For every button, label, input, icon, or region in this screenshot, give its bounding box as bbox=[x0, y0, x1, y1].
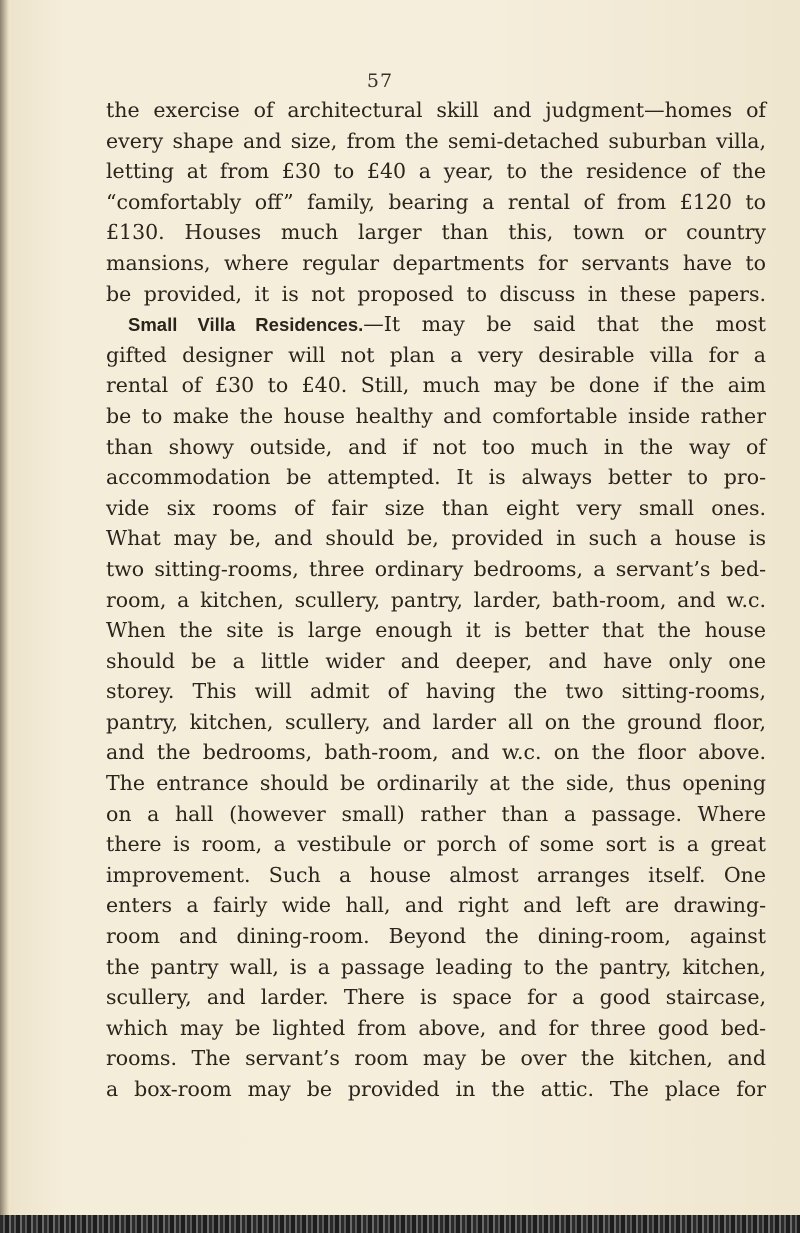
text-line: room, a kitchen, scullery, pantry, larder, bath-room, and w.c. bbox=[106, 587, 766, 612]
text-line: the exercise of architectural skill and judgment—homes of bbox=[106, 98, 766, 122]
text-line: When the site is large enough it is better that the house bbox=[106, 618, 766, 643]
text-line: be to make the house healthy and comfortable inside rather bbox=[106, 403, 766, 428]
text-line: scullery, and larder. There is space for a good staircase, bbox=[106, 985, 766, 1010]
text-line: on a hall (however small) rather than a passage. Where bbox=[106, 801, 766, 826]
text-line: every shape and size, from the semi-detached suburban villa, bbox=[106, 128, 766, 153]
page-number: 57 bbox=[366, 70, 394, 92]
text-line: accommodation be attempted. It is always better to pro- bbox=[106, 465, 766, 490]
section-heading: Small Villa Residences. bbox=[128, 314, 364, 336]
text-line: there is room, a vestibule or porch of some sort is a great bbox=[106, 832, 766, 857]
text-line: a box-room may be provided in the attic. The place for bbox=[106, 1077, 766, 1101]
text-line: enters a fairly wide hall, and right and left are drawing- bbox=[106, 893, 766, 918]
text-line: the pantry wall, is a passage leading to the pantry, kitchen, bbox=[106, 954, 766, 979]
text-line: The entrance should be ordinarily at the side, thus opening bbox=[106, 771, 766, 796]
text-line: be provided, it is not proposed to discuss in these papers. bbox=[106, 281, 766, 306]
text-line: What may be, and should be, provided in such a house is bbox=[106, 526, 766, 551]
text-line: mansions, where regular departments for servants have to bbox=[106, 250, 766, 275]
text-line: £130. Houses much larger than this, town or country bbox=[106, 220, 766, 245]
text-line: and the bedrooms, bath-room, and w.c. on the floor above. bbox=[106, 740, 766, 765]
text-line: “comfortably off” family, bearing a rental of from £120 to bbox=[106, 189, 766, 214]
text-line: vide six rooms of fair size than eight very small ones. bbox=[106, 495, 766, 520]
text-line-continuation: —It may be said that the most bbox=[363, 312, 766, 337]
scan-edge-band bbox=[0, 1215, 800, 1233]
text-line: storey. This will admit of having the two sitting-rooms, bbox=[106, 679, 766, 704]
text-line: should be a little wider and deeper, and have only one bbox=[106, 648, 766, 673]
section-start-line bbox=[106, 309, 766, 340]
text-line: pantry, kitchen, scullery, and larder all on the ground floor, bbox=[106, 709, 766, 734]
text-line: rooms. The servant’s room may be over the kitchen, and bbox=[106, 1046, 766, 1071]
text-line: room and dining-room. Beyond the dining-room, against bbox=[106, 924, 766, 949]
text-line: than showy outside, and if not too much in the way of bbox=[106, 434, 766, 459]
text-line: rental of £30 to £40. Still, much may be done if the aim bbox=[106, 373, 766, 398]
text-line: improvement. Such a house almost arranges itself. One bbox=[106, 862, 766, 887]
text-line: which may be lighted from above, and for three good bed- bbox=[106, 1015, 766, 1040]
text-line: two sitting-rooms, three ordinary bedrooms, a servant’s bed- bbox=[106, 556, 766, 581]
page-binding-edge bbox=[0, 0, 9, 1233]
body-text bbox=[106, 95, 766, 1105]
text-line: letting at from £30 to £40 a year, to the residence of the bbox=[106, 159, 766, 184]
text-line: gifted designer will not plan a very desirable villa for a bbox=[106, 342, 766, 367]
